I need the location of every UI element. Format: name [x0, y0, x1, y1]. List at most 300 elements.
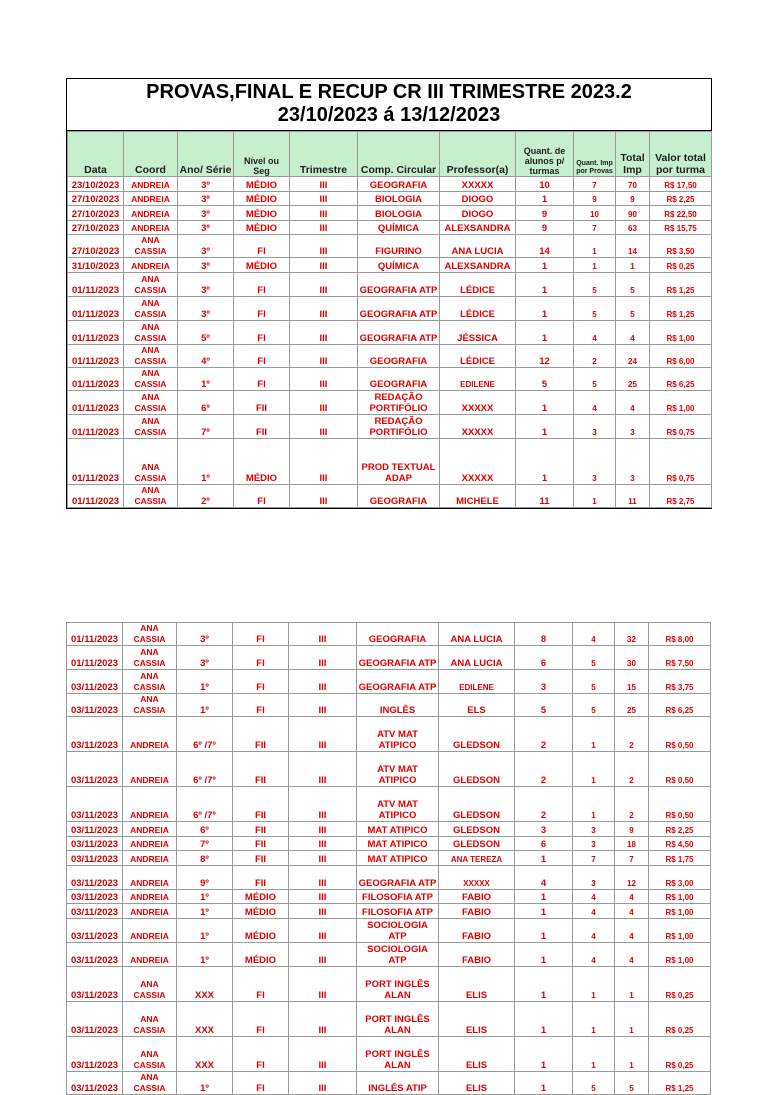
cell-total-imp: 1	[615, 966, 649, 1001]
cell-quant-alunos: 4	[515, 865, 573, 889]
cell-quant-imp: 5	[573, 646, 615, 670]
cell-quant-alunos: 5	[515, 694, 573, 717]
cell-date: 03/11/2023	[67, 822, 123, 837]
cell-total-imp: 4	[616, 320, 650, 344]
cell-valor: R$ 1,00	[649, 889, 711, 904]
table-row	[68, 414, 712, 438]
cell-quant-alunos: 1	[516, 272, 574, 296]
cell-total-imp: 4	[616, 390, 650, 414]
cell-valor: R$ 15,75	[650, 220, 712, 235]
cell-comp-circular: REDAÇÃO PORTIFÓLIO	[358, 390, 440, 414]
cell-quant-alunos: 10	[516, 177, 574, 192]
cell-date: 03/11/2023	[67, 1001, 123, 1036]
cell-quant-alunos: 2	[515, 787, 573, 822]
cell-comp-circular: FILOSOFIA ATP	[357, 889, 439, 904]
cell-valor: R$ 0,25	[649, 966, 711, 1001]
cell-total-imp: 70	[616, 177, 650, 192]
cell-coord: ANDREIA	[124, 220, 178, 235]
cell-comp-circular: GEOGRAFIA ATP	[358, 296, 440, 320]
table-row	[68, 484, 712, 507]
document-title	[67, 79, 711, 131]
cell-ano: 6º /7º	[177, 752, 233, 787]
cell-quant-alunos: 3	[515, 822, 573, 837]
cell-date: 01/11/2023	[68, 438, 124, 484]
cell-total-imp: 5	[615, 1071, 649, 1094]
cell-comp-circular: GEOGRAFIA ATP	[357, 865, 439, 889]
cell-valor: R$ 4,50	[649, 836, 711, 851]
cell-quant-imp: 7	[574, 220, 616, 235]
cell-coord: ANDREIA	[123, 942, 177, 966]
cell-date: 03/11/2023	[67, 966, 123, 1001]
cell-quant-imp: 5	[574, 296, 616, 320]
cell-nivel: FI	[234, 320, 290, 344]
cell-valor: R$ 3,00	[649, 865, 711, 889]
cell-quant-imp: 5	[574, 367, 616, 390]
header-total-imp: Total Imp	[616, 132, 650, 177]
cell-trimestre: III	[290, 390, 358, 414]
cell-nivel: FI	[234, 484, 290, 507]
cell-coord: ANDREIA	[123, 836, 177, 851]
cell-trimestre: III	[290, 191, 358, 206]
cell-date: 01/11/2023	[68, 484, 124, 507]
cell-nivel: MÉDIO	[234, 258, 290, 273]
cell-quant-imp: 1	[573, 1001, 615, 1036]
cell-valor: R$ 1,25	[650, 272, 712, 296]
cell-ano: 6º	[178, 390, 234, 414]
cell-nivel: FI	[234, 296, 290, 320]
cell-quant-alunos: 9	[516, 220, 574, 235]
cell-ano: 8º	[177, 851, 233, 866]
cell-nivel: MÉDIO	[234, 177, 290, 192]
cell-professor: ALEXSANDRA	[440, 258, 516, 273]
cell-valor: R$ 1,00	[649, 942, 711, 966]
cell-coord: ANDREIA	[124, 177, 178, 192]
header-nivel: Nível ou Seg	[234, 132, 290, 177]
cell-comp-circular: PORT INGLÊS ALAN	[357, 1001, 439, 1036]
cell-ano: 1º	[177, 904, 233, 919]
cell-ano: 7º	[177, 836, 233, 851]
cell-total-imp: 2	[615, 717, 649, 752]
cell-total-imp: 5	[616, 272, 650, 296]
cell-professor: ELIS	[439, 1071, 515, 1094]
table-row	[67, 904, 711, 919]
cell-coord: ANA CASSIA	[123, 646, 177, 670]
cell-nivel: FI	[233, 646, 289, 670]
cell-date: 01/11/2023	[68, 344, 124, 367]
cell-professor: GLEDSON	[439, 822, 515, 837]
cell-quant-imp: 1	[573, 787, 615, 822]
header-professor: Professor(a)	[440, 132, 516, 177]
cell-professor: XXXXX	[440, 438, 516, 484]
cell-nivel: FI	[233, 694, 289, 717]
cell-date: 03/11/2023	[67, 1036, 123, 1071]
cell-ano: 4º	[178, 344, 234, 367]
cell-professor: MICHELE	[440, 484, 516, 507]
cell-professor: FABIO	[439, 918, 515, 942]
cell-quant-imp: 1	[573, 717, 615, 752]
cell-quant-alunos: 9	[516, 206, 574, 221]
cell-trimestre: III	[289, 904, 357, 919]
cell-ano: 1º	[177, 918, 233, 942]
cell-quant-imp: 1	[573, 752, 615, 787]
cell-date: 03/11/2023	[67, 851, 123, 866]
cell-date: 01/11/2023	[68, 272, 124, 296]
cell-date: 01/11/2023	[68, 390, 124, 414]
table-row	[68, 206, 712, 221]
cell-total-imp: 90	[616, 206, 650, 221]
cell-valor: R$ 1,25	[649, 1071, 711, 1094]
cell-coord: ANDREIA	[123, 851, 177, 866]
cell-professor: ELS	[439, 694, 515, 717]
cell-nivel: MÉDIO	[233, 918, 289, 942]
cell-ano: XXX	[177, 966, 233, 1001]
cell-nivel: FII	[234, 414, 290, 438]
cell-comp-circular: GEOGRAFIA	[358, 367, 440, 390]
cell-comp-circular: MAT ATIPICO	[357, 822, 439, 837]
cell-ano: 3º	[178, 191, 234, 206]
cell-ano: 3º	[178, 206, 234, 221]
cell-date: 03/11/2023	[67, 904, 123, 919]
cell-quant-imp: 1	[573, 966, 615, 1001]
cell-total-imp: 2	[615, 752, 649, 787]
cell-valor: R$ 22,50	[650, 206, 712, 221]
header-comp-circular: Comp. Circular	[358, 132, 440, 177]
cell-valor: R$ 0,75	[650, 414, 712, 438]
cell-trimestre: III	[289, 918, 357, 942]
cell-date: 01/11/2023	[68, 296, 124, 320]
cell-quant-alunos: 1	[516, 414, 574, 438]
cell-nivel: MÉDIO	[234, 220, 290, 235]
table-row	[67, 787, 711, 822]
cell-quant-imp: 4	[573, 904, 615, 919]
cell-nivel: FI	[234, 235, 290, 258]
cell-coord: ANA CASSIA	[124, 414, 178, 438]
table-row	[67, 822, 711, 837]
cell-comp-circular: FIGURINO	[358, 235, 440, 258]
cell-trimestre: III	[290, 177, 358, 192]
cell-nivel: MÉDIO	[233, 889, 289, 904]
cell-date: 03/11/2023	[67, 865, 123, 889]
cell-valor: R$ 1,75	[649, 851, 711, 866]
cell-total-imp: 63	[616, 220, 650, 235]
cell-coord: ANA CASSIA	[124, 272, 178, 296]
cell-professor: ALEXSANDRA	[440, 220, 516, 235]
cell-professor: DIOGO	[440, 206, 516, 221]
cell-trimestre: III	[290, 235, 358, 258]
cell-coord: ANA CASSIA	[124, 235, 178, 258]
table-row	[68, 296, 712, 320]
cell-valor: R$ 1,00	[650, 320, 712, 344]
cell-comp-circular: PROD TEXTUAL ADAP	[358, 438, 440, 484]
cell-coord: ANA CASSIA	[124, 367, 178, 390]
cell-nivel: FII	[233, 752, 289, 787]
cell-comp-circular: REDAÇÃO PORTIFÓLIO	[358, 414, 440, 438]
cell-ano: 1º	[177, 889, 233, 904]
cell-quant-imp: 4	[574, 390, 616, 414]
cell-total-imp: 7	[615, 851, 649, 866]
table-row	[68, 235, 712, 258]
table-row	[67, 694, 711, 717]
cell-coord: ANA CASSIA	[123, 1071, 177, 1094]
cell-valor: R$ 3,75	[649, 670, 711, 694]
cell-comp-circular: PORT INGLÊS ALAN	[357, 1036, 439, 1071]
cell-quant-imp: 9	[574, 191, 616, 206]
cell-valor: R$ 6,25	[649, 694, 711, 717]
cell-comp-circular: INGLÊS	[357, 694, 439, 717]
cell-valor: R$ 0,50	[649, 752, 711, 787]
cell-quant-imp: 4	[573, 889, 615, 904]
cell-total-imp: 14	[616, 235, 650, 258]
cell-comp-circular: INGLÊS ATIP	[357, 1071, 439, 1094]
cell-total-imp: 11	[616, 484, 650, 507]
table-row	[68, 344, 712, 367]
cell-total-imp: 18	[615, 836, 649, 851]
table-row	[67, 851, 711, 866]
cell-ano: 1º	[177, 942, 233, 966]
cell-nivel: FI	[234, 344, 290, 367]
cell-quant-alunos: 1	[515, 918, 573, 942]
table-row	[67, 1071, 711, 1094]
cell-coord: ANA CASSIA	[124, 484, 178, 507]
cell-nivel: FI	[233, 1071, 289, 1094]
cell-professor: DIOGO	[440, 191, 516, 206]
cell-total-imp: 15	[615, 670, 649, 694]
cell-coord: ANA CASSIA	[123, 1001, 177, 1036]
cell-date: 27/10/2023	[68, 206, 124, 221]
table-row	[67, 623, 711, 646]
cell-nivel: FII	[233, 717, 289, 752]
table-row	[67, 670, 711, 694]
cell-total-imp: 1	[616, 258, 650, 273]
cell-trimestre: III	[289, 787, 357, 822]
cell-quant-alunos: 1	[515, 1036, 573, 1071]
cell-comp-circular: SOCIOLOGIA ATP	[357, 918, 439, 942]
cell-valor: R$ 0,50	[649, 787, 711, 822]
cell-ano: 1º	[177, 1071, 233, 1094]
table-block-1	[66, 78, 712, 509]
cell-quant-alunos: 3	[515, 670, 573, 694]
cell-coord: ANDREIA	[124, 206, 178, 221]
cell-valor: R$ 6,25	[650, 367, 712, 390]
cell-total-imp: 5	[616, 296, 650, 320]
cell-comp-circular: GEOGRAFIA ATP	[358, 320, 440, 344]
cell-professor: LÉDICE	[440, 344, 516, 367]
cell-nivel: FII	[233, 865, 289, 889]
cell-valor: R$ 1,25	[650, 296, 712, 320]
cell-trimestre: III	[289, 670, 357, 694]
cell-trimestre: III	[290, 296, 358, 320]
cell-quant-imp: 3	[574, 414, 616, 438]
cell-total-imp: 1	[615, 1001, 649, 1036]
cell-valor: R$ 0,25	[649, 1036, 711, 1071]
cell-coord: ANDREIA	[124, 191, 178, 206]
cell-professor: XXXXX	[440, 390, 516, 414]
cell-comp-circular: BIOLOGIA	[358, 206, 440, 221]
cell-trimestre: III	[289, 694, 357, 717]
cell-ano: 1º	[177, 694, 233, 717]
cell-quant-alunos: 14	[516, 235, 574, 258]
cell-comp-circular: ATV MAT ATIPICO	[357, 717, 439, 752]
cell-date: 03/11/2023	[67, 918, 123, 942]
cell-ano: 6º	[177, 822, 233, 837]
cell-nivel: MÉDIO	[234, 191, 290, 206]
cell-valor: R$ 0,75	[650, 438, 712, 484]
header-quant-imp: Quant. Imp por Provas	[574, 132, 616, 177]
cell-professor: JÉSSICA	[440, 320, 516, 344]
cell-total-imp: 4	[615, 904, 649, 919]
cell-comp-circular: GEOGRAFIA ATP	[358, 272, 440, 296]
cell-nivel: MÉDIO	[233, 904, 289, 919]
cell-professor: FABIO	[439, 942, 515, 966]
cell-total-imp: 25	[615, 694, 649, 717]
cell-quant-imp: 4	[573, 942, 615, 966]
cell-trimestre: III	[290, 367, 358, 390]
table-row	[67, 752, 711, 787]
cell-total-imp: 32	[615, 623, 649, 646]
cell-quant-imp: 1	[574, 258, 616, 273]
cell-date: 03/11/2023	[67, 836, 123, 851]
cell-trimestre: III	[289, 822, 357, 837]
cell-quant-alunos: 11	[516, 484, 574, 507]
cell-comp-circular: GEOGRAFIA	[357, 623, 439, 646]
cell-valor: R$ 6,00	[650, 344, 712, 367]
cell-quant-alunos: 1	[516, 438, 574, 484]
cell-total-imp: 9	[615, 822, 649, 837]
cell-quant-alunos: 1	[515, 851, 573, 866]
table-row	[68, 220, 712, 235]
cell-coord: ANDREIA	[123, 787, 177, 822]
cell-professor: ELIS	[439, 1036, 515, 1071]
cell-trimestre: III	[290, 272, 358, 296]
cell-valor: R$ 1,00	[649, 904, 711, 919]
table-row	[68, 272, 712, 296]
cell-coord: ANDREIA	[123, 865, 177, 889]
cell-valor: R$ 3,50	[650, 235, 712, 258]
cell-date: 03/11/2023	[67, 787, 123, 822]
table-row	[68, 320, 712, 344]
cell-coord: ANA CASSIA	[124, 320, 178, 344]
cell-total-imp: 9	[616, 191, 650, 206]
cell-professor: GLEDSON	[439, 752, 515, 787]
cell-quant-alunos: 1	[515, 966, 573, 1001]
cell-ano: 3º	[178, 296, 234, 320]
cell-nivel: FI	[233, 670, 289, 694]
cell-quant-alunos: 1	[516, 191, 574, 206]
cell-comp-circular: GEOGRAFIA ATP	[357, 670, 439, 694]
cell-comp-circular: PORT INGLÊS ALAN	[357, 966, 439, 1001]
cell-date: 27/10/2023	[68, 220, 124, 235]
cell-trimestre: III	[290, 258, 358, 273]
table-row	[68, 177, 712, 192]
cell-comp-circular: FILOSOFIA ATP	[357, 904, 439, 919]
cell-professor: ANA TEREZA	[439, 851, 515, 866]
cell-quant-alunos: 2	[515, 752, 573, 787]
cell-trimestre: III	[290, 320, 358, 344]
cell-quant-alunos: 1	[516, 258, 574, 273]
cell-coord: ANDREIA	[123, 904, 177, 919]
cell-professor: ANA LUCIA	[439, 623, 515, 646]
cell-coord: ANDREIA	[123, 717, 177, 752]
cell-trimestre: III	[289, 851, 357, 866]
cell-professor: XXXXX	[440, 414, 516, 438]
cell-comp-circular: ATV MAT ATIPICO	[357, 787, 439, 822]
cell-ano: 3º	[178, 258, 234, 273]
cell-comp-circular: GEOGRAFIA	[358, 344, 440, 367]
cell-date: 03/11/2023	[67, 717, 123, 752]
table-row	[67, 1036, 711, 1071]
cell-valor: R$ 2,25	[649, 822, 711, 837]
cell-quant-imp: 10	[574, 206, 616, 221]
table-row	[67, 1001, 711, 1036]
cell-nivel: FI	[233, 623, 289, 646]
cell-total-imp: 24	[616, 344, 650, 367]
header-quant-alunos: Quant. de alunos p/ turmas	[516, 132, 574, 177]
cell-quant-imp: 5	[573, 694, 615, 717]
cell-comp-circular: QUÍMICA	[358, 258, 440, 273]
cell-professor: GLEDSON	[439, 787, 515, 822]
cell-valor: R$ 0,25	[649, 1001, 711, 1036]
cell-quant-alunos: 6	[515, 646, 573, 670]
cell-quant-imp: 5	[573, 1071, 615, 1094]
table-row	[67, 966, 711, 1001]
cell-valor: R$ 0,50	[649, 717, 711, 752]
cell-coord: ANA CASSIA	[123, 1036, 177, 1071]
cell-ano: 3º	[178, 235, 234, 258]
cell-nivel: FI	[234, 272, 290, 296]
cell-professor: ELIS	[439, 966, 515, 1001]
cell-coord: ANA CASSIA	[123, 670, 177, 694]
cell-date: 01/11/2023	[68, 367, 124, 390]
cell-trimestre: III	[289, 889, 357, 904]
cell-trimestre: III	[289, 865, 357, 889]
table-row	[67, 865, 711, 889]
cell-ano: 3º	[177, 623, 233, 646]
cell-trimestre: III	[290, 206, 358, 221]
cell-coord: ANA CASSIA	[124, 390, 178, 414]
header-valor-total: Valor total por turma	[650, 132, 712, 177]
cell-quant-imp: 2	[574, 344, 616, 367]
title-line-2: 23/10/2023 á 13/12/2023	[277, 104, 501, 126]
cell-comp-circular: ATV MAT ATIPICO	[357, 752, 439, 787]
cell-quant-imp: 7	[573, 851, 615, 866]
cell-nivel: MÉDIO	[233, 942, 289, 966]
cell-date: 03/11/2023	[67, 889, 123, 904]
cell-valor: R$ 17,50	[650, 177, 712, 192]
cell-ano: 3º	[178, 220, 234, 235]
cell-nivel: FII	[233, 836, 289, 851]
cell-comp-circular: GEOGRAFIA	[358, 177, 440, 192]
cell-quant-imp: 7	[574, 177, 616, 192]
cell-valor: R$ 8,00	[649, 623, 711, 646]
cell-quant-alunos: 1	[515, 942, 573, 966]
cell-date: 01/11/2023	[68, 320, 124, 344]
cell-total-imp: 1	[615, 1036, 649, 1071]
cell-professor: GLEDSON	[439, 717, 515, 752]
table-header-row	[68, 132, 712, 177]
cell-quant-alunos: 1	[515, 889, 573, 904]
cell-ano: 1º	[177, 670, 233, 694]
cell-ano: 7º	[178, 414, 234, 438]
cell-quant-alunos: 1	[515, 904, 573, 919]
cell-quant-alunos: 5	[516, 367, 574, 390]
cell-valor: R$ 2,25	[650, 191, 712, 206]
title-line-1: PROVAS,FINAL E RECUP CR III TRIMESTRE 2023.2	[146, 81, 632, 103]
cell-trimestre: III	[290, 220, 358, 235]
cell-comp-circular: MAT ATIPICO	[357, 836, 439, 851]
cell-ano: 6º /7º	[177, 717, 233, 752]
header-ano-serie: Ano/ Série	[178, 132, 234, 177]
cell-quant-imp: 1	[574, 484, 616, 507]
